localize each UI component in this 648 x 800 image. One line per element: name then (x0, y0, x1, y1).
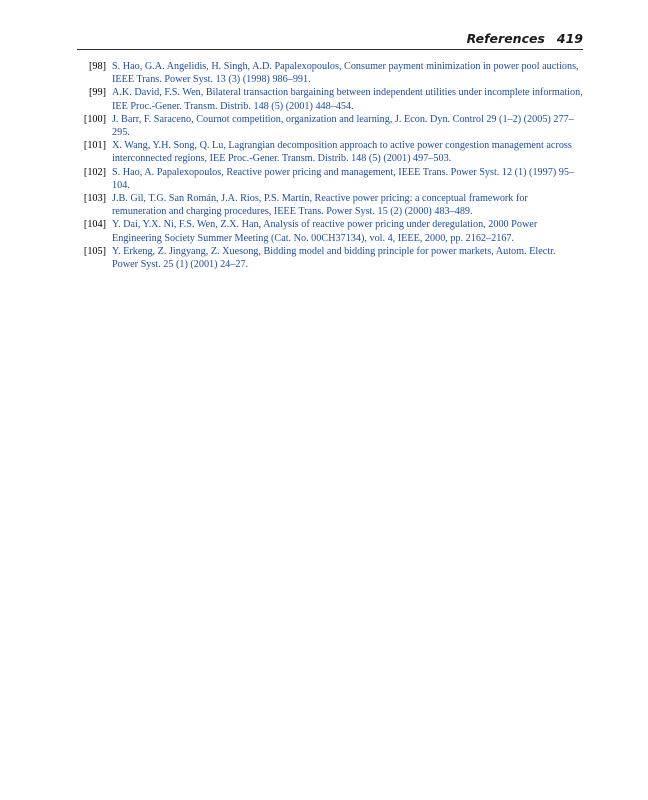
reference-item (0, 192, 583, 218)
reference-link[interactable]: Y. Dai, Y.X. Ni, F.S. Wen, Z.X. Han, Analysis of reactive power pricing under deregulation, 2000 Power Engineering Society Summer Meeting (Cat. No. 00CH37134), vol. 4, IEEE, 2000, pp. 2162–2167. (112, 219, 538, 244)
running-header (0, 31, 583, 46)
reference-item (0, 113, 583, 139)
reference-number: [104] (83, 219, 106, 231)
reference-number: [100] (83, 113, 106, 125)
reference-link[interactable]: J. Barr, F. Saraceno, Cournot competition, organization and learning, J. Econ. Dyn. Control 29 (1–2) (2005) 277–295. (112, 113, 574, 139)
reference-number: [98] (89, 61, 106, 72)
reference-number: [102] (83, 166, 106, 178)
reference-number: [99] (89, 87, 106, 99)
reference-link[interactable]: J.B. Gil, T.G. San Román, J.A. Rios, P.S. Martin, Reactive power pricing: a conceptual framework for remuneration and charging procedures, IEEE Trans. Power Syst. 15 (2) (2000) 483–489. (112, 193, 528, 218)
reference-link[interactable]: S. Hao, G.A. Angelidis, H. Singh, A.D. Papalexopoulos, Consumer payment minimization in power pool auctions, IEEE Trans. Power Syst. 13 (3) (1998) 986–991. (112, 61, 579, 86)
reference-item (0, 245, 583, 271)
reference-link[interactable]: Y. Erkeng, Z. Jingyang, Z. Xuesong, Bidding model and bidding principle for power markets, Autom. Electr. Power Syst. 25 (1) (2001) 24–27. (112, 245, 556, 271)
reference-item (0, 166, 583, 192)
reference-link[interactable]: X. Wang, Y.H. Song, Q. Lu, Lagrangian decomposition approach to active power congestion management across interconnected regions, IEE Proc.-Gener. Transm. Distrib. 148 (5) (2001) 497–503. (112, 140, 572, 165)
reference-number: [103] (83, 193, 106, 205)
section-title: References (466, 31, 545, 46)
page-number: 419 (556, 31, 583, 46)
reference-item (0, 218, 583, 244)
reference-item (0, 139, 583, 165)
reference-number: [105] (83, 245, 106, 257)
header-rule (77, 49, 583, 50)
reference-item (0, 60, 583, 86)
reference-list (0, 60, 583, 271)
reference-link[interactable]: S. Hao, A. Papalexopoulos, Reactive power pricing and management, IEEE Trans. Power Syst. 12 (1) (1997) 95–104. (112, 166, 575, 191)
reference-item (0, 86, 583, 112)
reference-link[interactable]: A.K. David, F.S. Wen, Bilateral transaction bargaining between independent utilities under incomplete information, IEE Proc.-Gener. Transm. Distrib. 148 (5) (2001) 448–454. (112, 87, 583, 112)
reference-number: [101] (83, 140, 106, 152)
